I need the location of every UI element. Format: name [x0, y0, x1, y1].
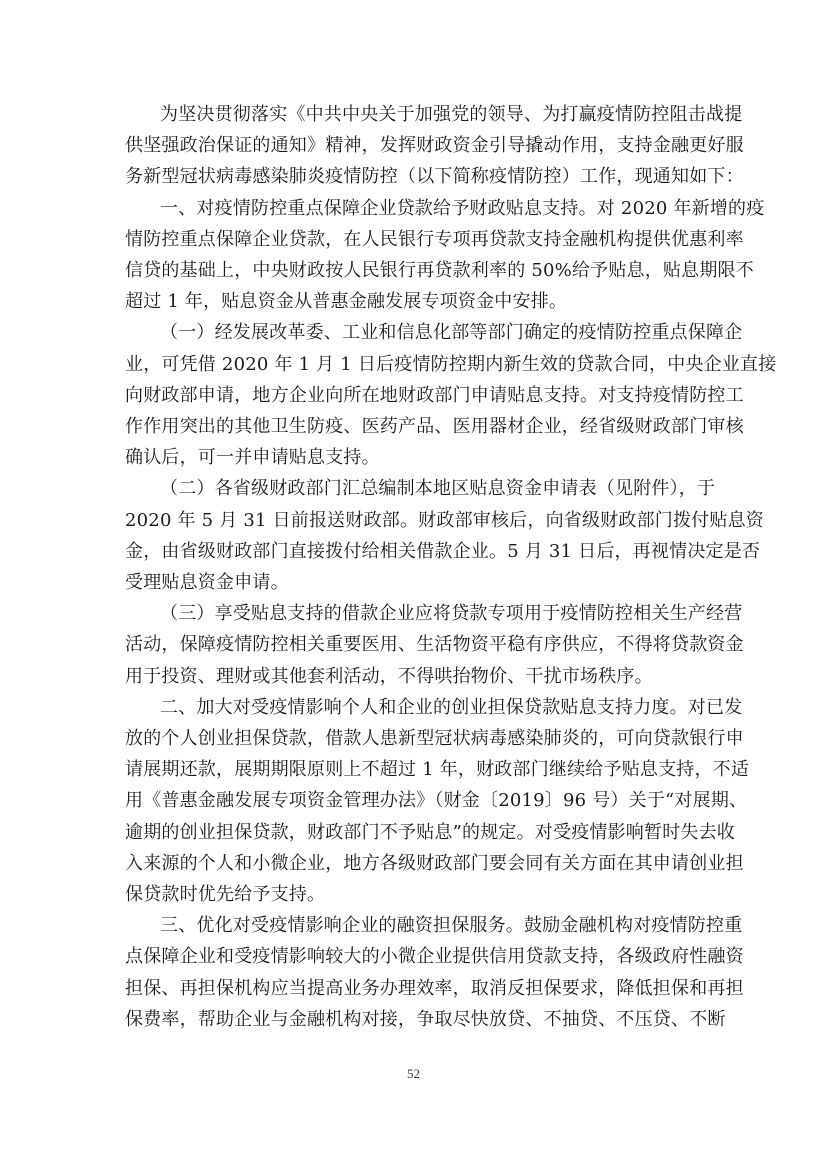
body-line: 为坚决贯彻落实《中共中央关于加强党的领导、为打赢疫情防控阻击战提 — [160, 104, 743, 125]
body-line: 受理贴息资金申请。 — [125, 572, 289, 593]
body-line: 请展期还款，展期期限原则上不超过 1 年，财政部门继续给予贴息支持，不适 — [125, 759, 750, 781]
body-line: 业，可凭借 2020 年 1 月 1 日后疫情防控期内新生效的贷款合同，中央企业直接 — [125, 353, 777, 375]
body-line: 用《普惠金融发展专项资金管理办法》（财金〔2019〕96 号）关于“对展期、 — [125, 790, 748, 812]
body-line: 向财政部申请，地方企业向所在地财政部门申请贴息支持。对支持疫情防控工 — [125, 384, 744, 406]
body-line: 一、对疫情防控重点保障企业贷款给予财政贴息支持。对 2020 年新增的疫 — [160, 197, 765, 219]
body-line: 二、加大对受疫情影响个人和企业的创业担保贷款贴息支持力度。对已发 — [160, 696, 743, 718]
body-line: 放的个人创业担保贷款，借款人患新型冠状病毒感染肺炎的，可向贷款银行申 — [125, 728, 744, 749]
body-line: 入来源的个人和小微企业，地方各级财政部门要会同有关方面在其申请创业担 — [125, 852, 744, 874]
page-number: 52 — [407, 1066, 420, 1081]
body-line: 务新型冠状病毒感染肺炎疫情防控（以下简称疫情防控）工作，现通知如下： — [125, 166, 744, 188]
body-line: 点保障企业和受疫情影响较大的小微企业提供信用贷款支持，各级政府性融资 — [125, 946, 744, 968]
body-line: 确认后，可一并申请贴息支持。 — [125, 447, 380, 469]
body-line: 逾期的创业担保贷款，财政部门不予贴息”的规定。对受疫情影响暂时失去收 — [125, 821, 735, 843]
body-line: 金，由省级财政部门直接拨付给相关借款企业。5 月 31 日后，再视情决定是否 — [125, 540, 761, 562]
body-line: 作作用突出的其他卫生防疫、医药产品、医用器材企业，经省级财政部门审核 — [125, 416, 744, 437]
body-line: 担保、再担保机构应当提高业务办理效率，取消反担保要求，降低担保和再担 — [125, 977, 744, 999]
body-line: 活动，保障疫情防控相关重要医用、生活物资平稳有序供应，不得将贷款资金 — [125, 634, 744, 656]
body-line: 2020 年 5 月 31 日前报送财政部。财政部审核后，向省级财政部门拨付贴息资 — [125, 509, 764, 531]
body-line: 超过 1 年，贴息资金从普惠金融发展专项资金中安排。 — [125, 291, 568, 313]
body-line: （三）享受贴息支持的借款企业应将贷款专项用于疫情防控相关生产经营 — [160, 603, 743, 625]
body-line: 保贷款时优先给予支持。 — [125, 884, 326, 905]
body-line: 情防控重点保障企业贷款，在人民银行专项再贷款支持金融机构提供优惠利率 — [125, 228, 744, 250]
body-line: 三、优化对受疫情影响企业的融资担保服务。鼓励金融机构对疫情防控重 — [160, 915, 743, 937]
body-line: 保费率，帮助企业与金融机构对接，争取尽快放贷、不抽贷、不压贷、不断 — [125, 1008, 726, 1030]
body-line: 用于投资、理财或其他套利活动，不得哄抬物价、干扰市场秩序。 — [125, 665, 653, 687]
body-line: （二）各省级财政部门汇总编制本地区贴息资金申请表（见附件），于 — [160, 478, 716, 500]
body-line: 供坚强政治保证的通知》精神，发挥财政资金引导撬动作用，支持金融更好服 — [125, 135, 744, 157]
body-line: （一）经发展改革委、工业和信息化部等部门确定的疫情防控重点保障企 — [160, 322, 743, 344]
body-line: 信贷的基础上，中央财政按人民银行再贷款利率的 50%给予贴息，贴息期限不 — [125, 260, 754, 281]
